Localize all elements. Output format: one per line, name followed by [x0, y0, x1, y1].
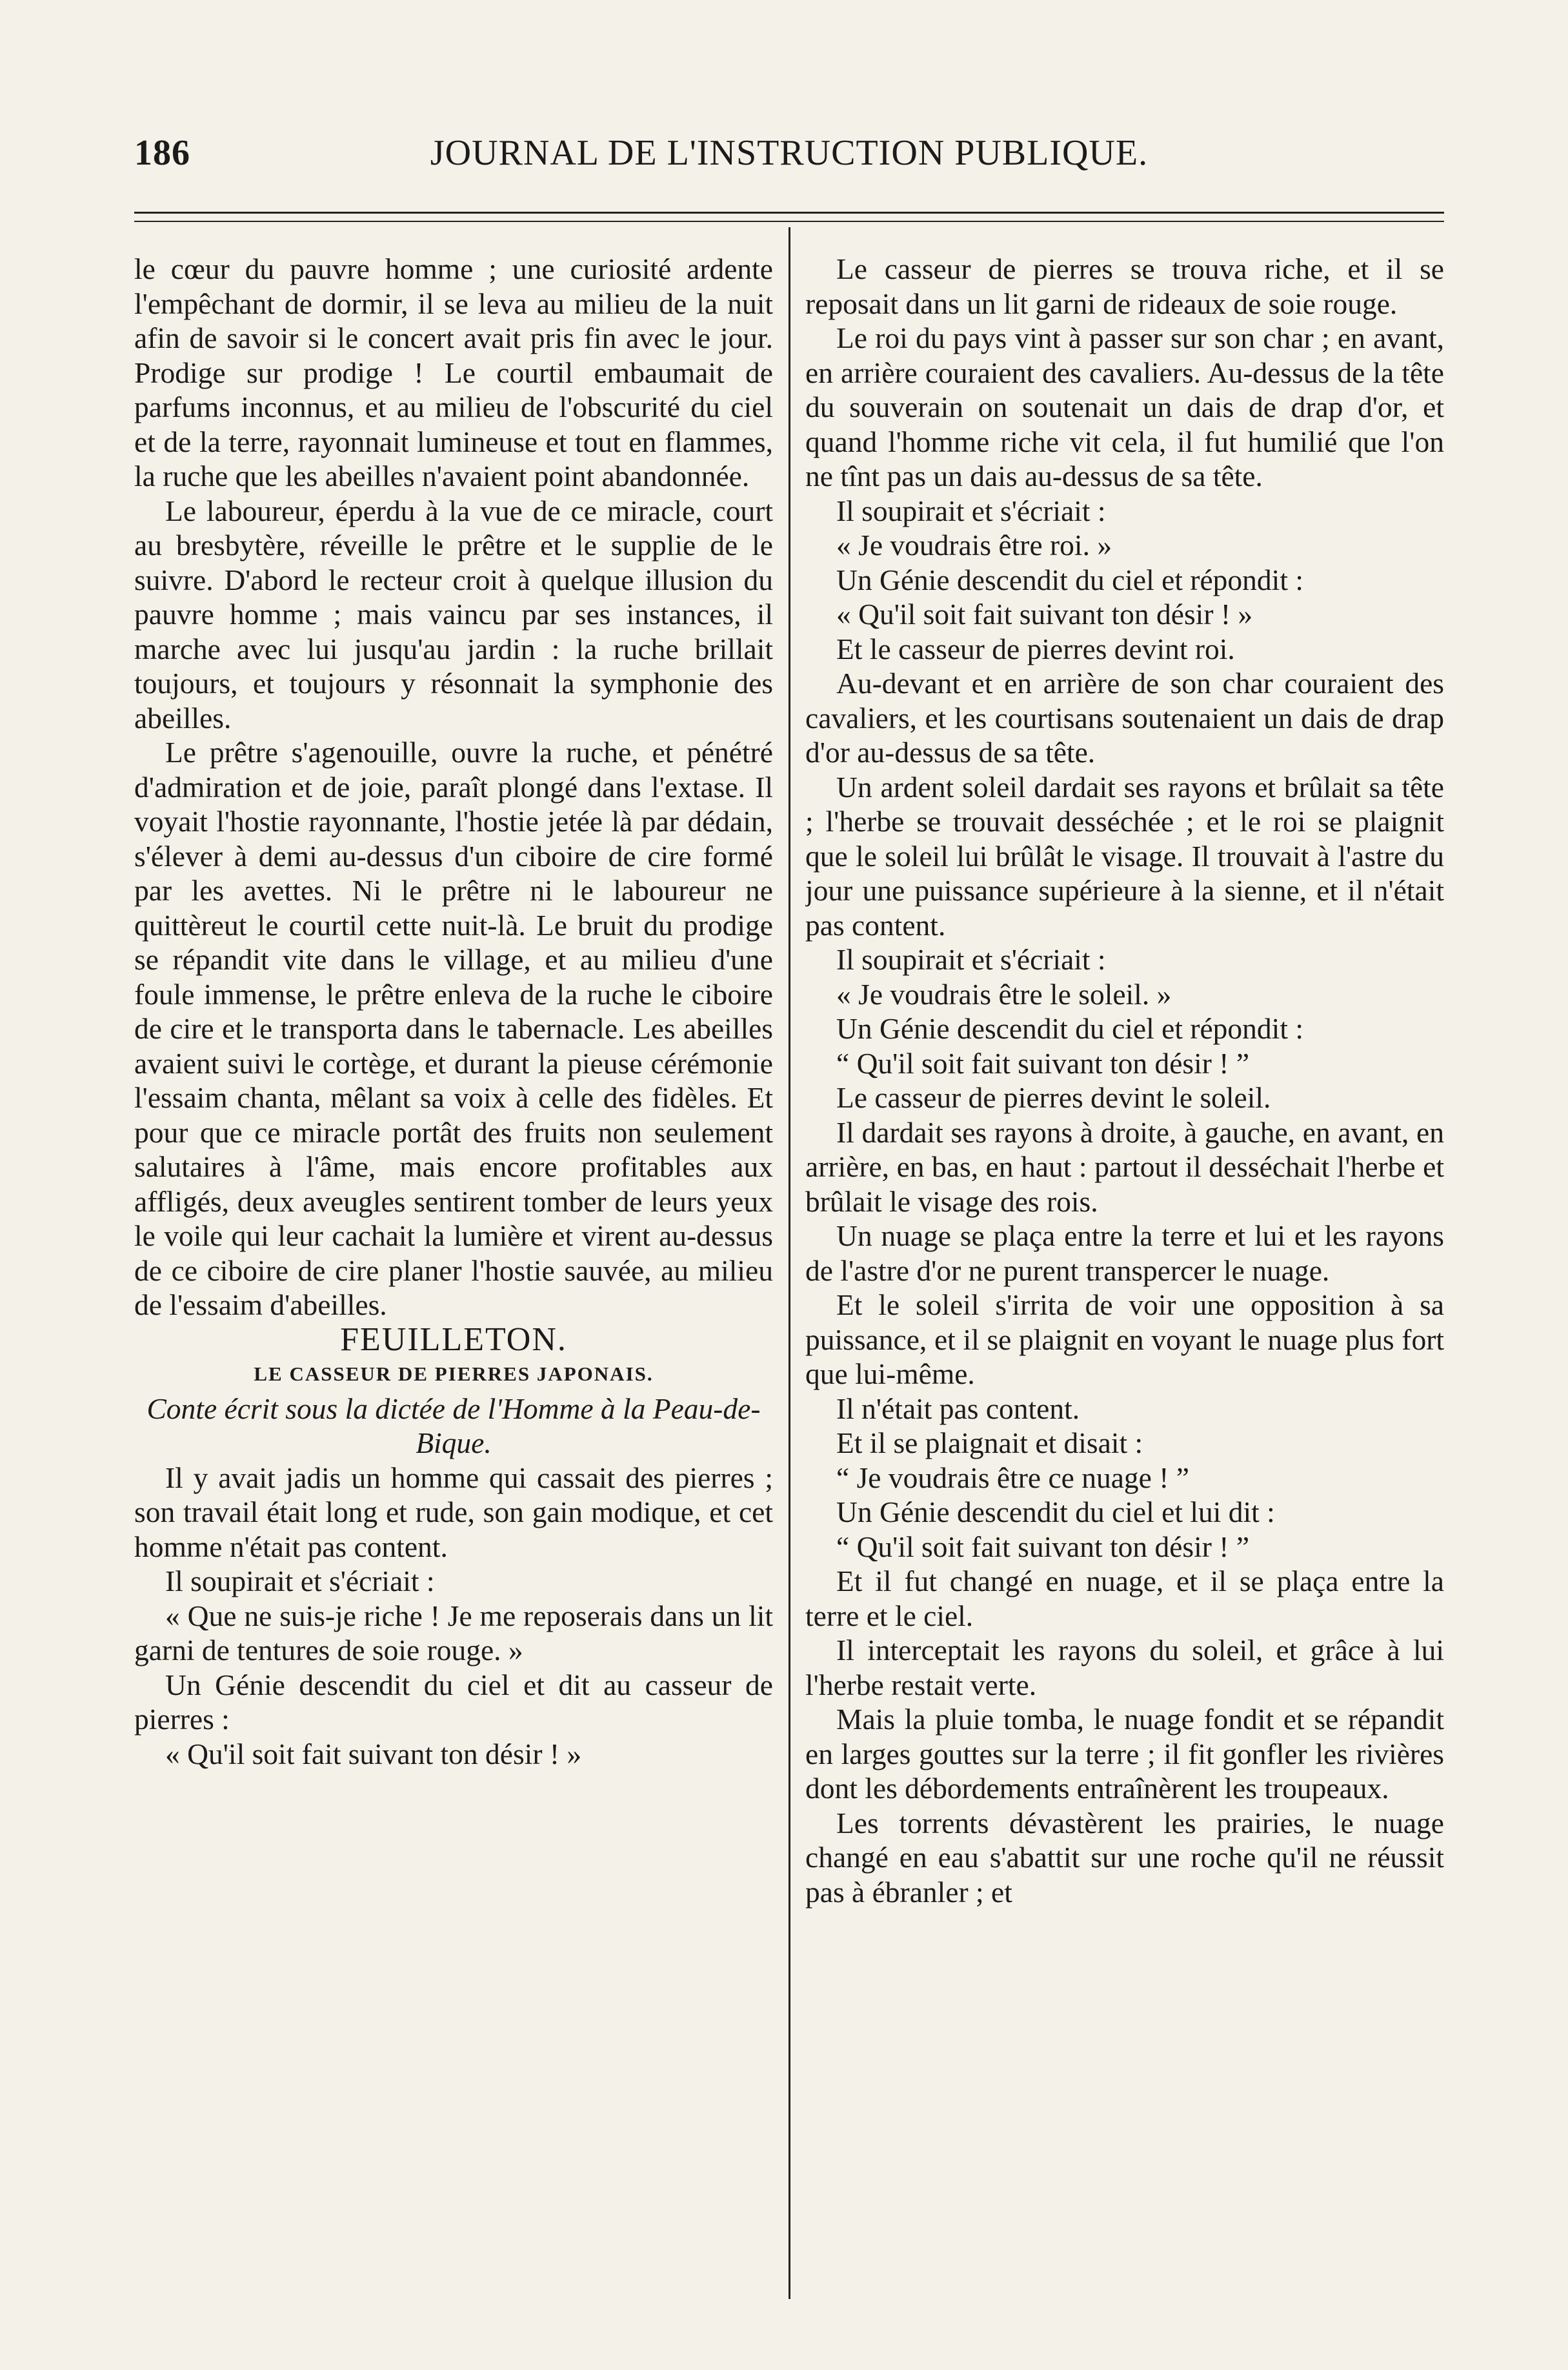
paragraph: Et le casseur de pierres devint roi.	[836, 632, 1235, 665]
paragraph: Un Génie descendit du ciel et dit au casseur de pierres :	[134, 1668, 773, 1736]
paragraph: “ Je voudrais être ce nuage ! ”	[836, 1461, 1189, 1494]
paragraph: Il dardait ses rayons à droite, à gauche, en avant, en arrière, en bas, en haut : partout il desséchait l'herbe et brûlait le visage des rois.	[805, 1115, 1444, 1218]
paragraph: Au-devant et en arrière de son char couraient des cavaliers, et les courtisans soutenaient un dais de drap d'or au-dessus de sa tête.	[805, 667, 1444, 769]
paragraph: Et il se plaignait et disait :	[836, 1426, 1143, 1459]
paragraph: Il n'était pas content.	[836, 1392, 1080, 1425]
paragraph: Il soupirait et s'écriait :	[165, 1565, 435, 1597]
right-column	[805, 252, 1444, 2298]
paragraph: Un Génie descendit du ciel et lui dit :	[836, 1495, 1275, 1528]
paragraph: Et le soleil s'irrita de voir une opposition à sa puissance, et il se plaignit en voyant le nuage plus fort que lui-même.	[805, 1288, 1444, 1390]
page-number: 186	[134, 133, 190, 173]
journal-title: JOURNAL DE L'INSTRUCTION PUBLIQUE.	[430, 133, 1149, 173]
page-header	[134, 132, 1444, 184]
paragraph: Un Génie descendit du ciel et répondit :	[836, 563, 1303, 596]
paragraph: Les torrents dévastèrent les prairies, le nuage changé en eau s'abattit sur une roche qu'il ne réussit pas à ébranler ; et	[805, 1806, 1444, 1909]
paragraph: Le laboureur, éperdu à la vue de ce miracle, court au bresbytère, réveille le prêtre et le supplie de le suivre. D'abord le recteur croit à quelque illusion du pauvre homme ; mais vaincu par ses instances, il marche avec lui jusqu'au jardin : la ruche brillait toujours, et toujours y résonnait la symphonie des abeilles.	[134, 494, 773, 734]
paragraph: Le casseur de pierres se trouva riche, et il se reposait dans un lit garni de rideaux de soie rouge.	[805, 252, 1444, 320]
paragraph: Un ardent soleil dardait ses rayons et brûlait sa tête ; l'herbe se trouvait desséchée ; et le roi se plaignit que le soleil lui brûlât le visage. Il trouvait à l'astre du jour une puissance supérieure à la sienne, et il n'était pas content.	[805, 770, 1444, 942]
paragraph: Le roi du pays vint à passer sur son char ; en avant, en arrière couraient des cavaliers. Au-dessus de la tête du souverain on soutenait un dais de drap d'or, et quand l'homme riche vit cela, il fut humilié que l'on ne tînt pas un dais au-dessus de sa tête.	[805, 321, 1444, 492]
left-column	[134, 252, 773, 2298]
paragraph: « Je voudrais être roi. »	[836, 529, 1112, 562]
paragraph: « Que ne suis-je riche ! Je me reposerais dans un lit garni de tentures de soie rouge. »	[134, 1599, 773, 1666]
header-rule-bottom	[134, 221, 1444, 222]
paragraph: Mais la pluie tomba, le nuage fondit et se répandit en larges gouttes sur la terre ; il fit gonfler les rivières dont les débordements entraînèrent les troupeaux.	[805, 1703, 1444, 1805]
column-divider	[789, 227, 790, 2299]
paragraph: “ Qu'il soit fait suivant ton désir ! ”	[836, 1046, 1250, 1080]
paragraph: Il interceptait les rayons du soleil, et grâce à lui l'herbe restait verte.	[805, 1634, 1444, 1701]
story-title: LE CASSEUR DE PIERRES JAPONAIS.	[254, 1362, 654, 1385]
paragraph: Le casseur de pierres devint le soleil.	[836, 1081, 1271, 1114]
paragraph: Il soupirait et s'écriait :	[836, 943, 1106, 976]
paragraph: « Je voudrais être le soleil. »	[836, 977, 1172, 1011]
story-byline: Conte écrit sous la dictée de l'Homme à la Peau-de-Bique.	[146, 1392, 761, 1459]
paragraph: Il soupirait et s'écriait :	[836, 494, 1106, 527]
feuilleton-heading: FEUILLETON.	[340, 1321, 567, 1358]
paragraph: Un nuage se plaça entre la terre et lui et les rayons de l'astre d'or ne purent transpercer le nuage.	[805, 1219, 1444, 1287]
paragraph: Et il fut changé en nuage, et il se plaça entre la terre et le ciel.	[805, 1565, 1444, 1632]
paragraph: Un Génie descendit du ciel et répondit :	[836, 1012, 1303, 1045]
paragraph: “ Qu'il soit fait suivant ton désir ! ”	[836, 1530, 1250, 1563]
paragraph: Il y avait jadis un homme qui cassait des pierres ; son travail était long et rude, son gain modique, et cet homme n'était pas content.	[134, 1461, 773, 1563]
paragraph: Le prêtre s'agenouille, ouvre la ruche, et pénétré d'admiration et de joie, paraît plongé dans l'extase. Il voyait l'hostie rayonnante, l'hostie jetée là par dédain, s'élever à demi au-dessus d'un ciboire de cire formé par les avettes. Ni le prêtre ni le laboureur ne quittèreut le courtil cette nuit-là. Le bruit du prodige se répandit vite dans le village, et au milieu d'une foule immense, le prêtre enleva de la ruche le ciboire de cire et le transporta dans le tabernacle. Les abeilles avaient suivi le cortège, et durant la pieuse cérémonie l'essaim chanta, mêlant sa voix à celle des fidèles. Et pour que ce miracle portât des fruits non seulement salutaires à l'âme, mais encore profitables aux affligés, deux aveugles sentirent tomber de leurs yeux le voile qui leur cachait la lumière et virent au-dessus de ce ciboire de cire planer l'hostie sauvée, au milieu de l'essaim d'abeilles.	[134, 736, 773, 1321]
paragraph: le cœur du pauvre homme ; une curiosité ardente l'empêchant de dormir, il se leva au milieu de la nuit afin de savoir si le concert avait pris fin avec le jour. Prodige sur prodige ! Le courtil embaumait de parfums inconnus, et au milieu de l'obscurité du ciel et de la terre, rayonnait lumineuse et tout en flammes, la ruche que les abeilles n'avaient point abandonnée.	[134, 252, 773, 492]
header-rule-top	[134, 212, 1444, 214]
paragraph: « Qu'il soit fait suivant ton désir ! »	[836, 598, 1253, 631]
paragraph: « Qu'il soit fait suivant ton désir ! »	[165, 1737, 582, 1770]
